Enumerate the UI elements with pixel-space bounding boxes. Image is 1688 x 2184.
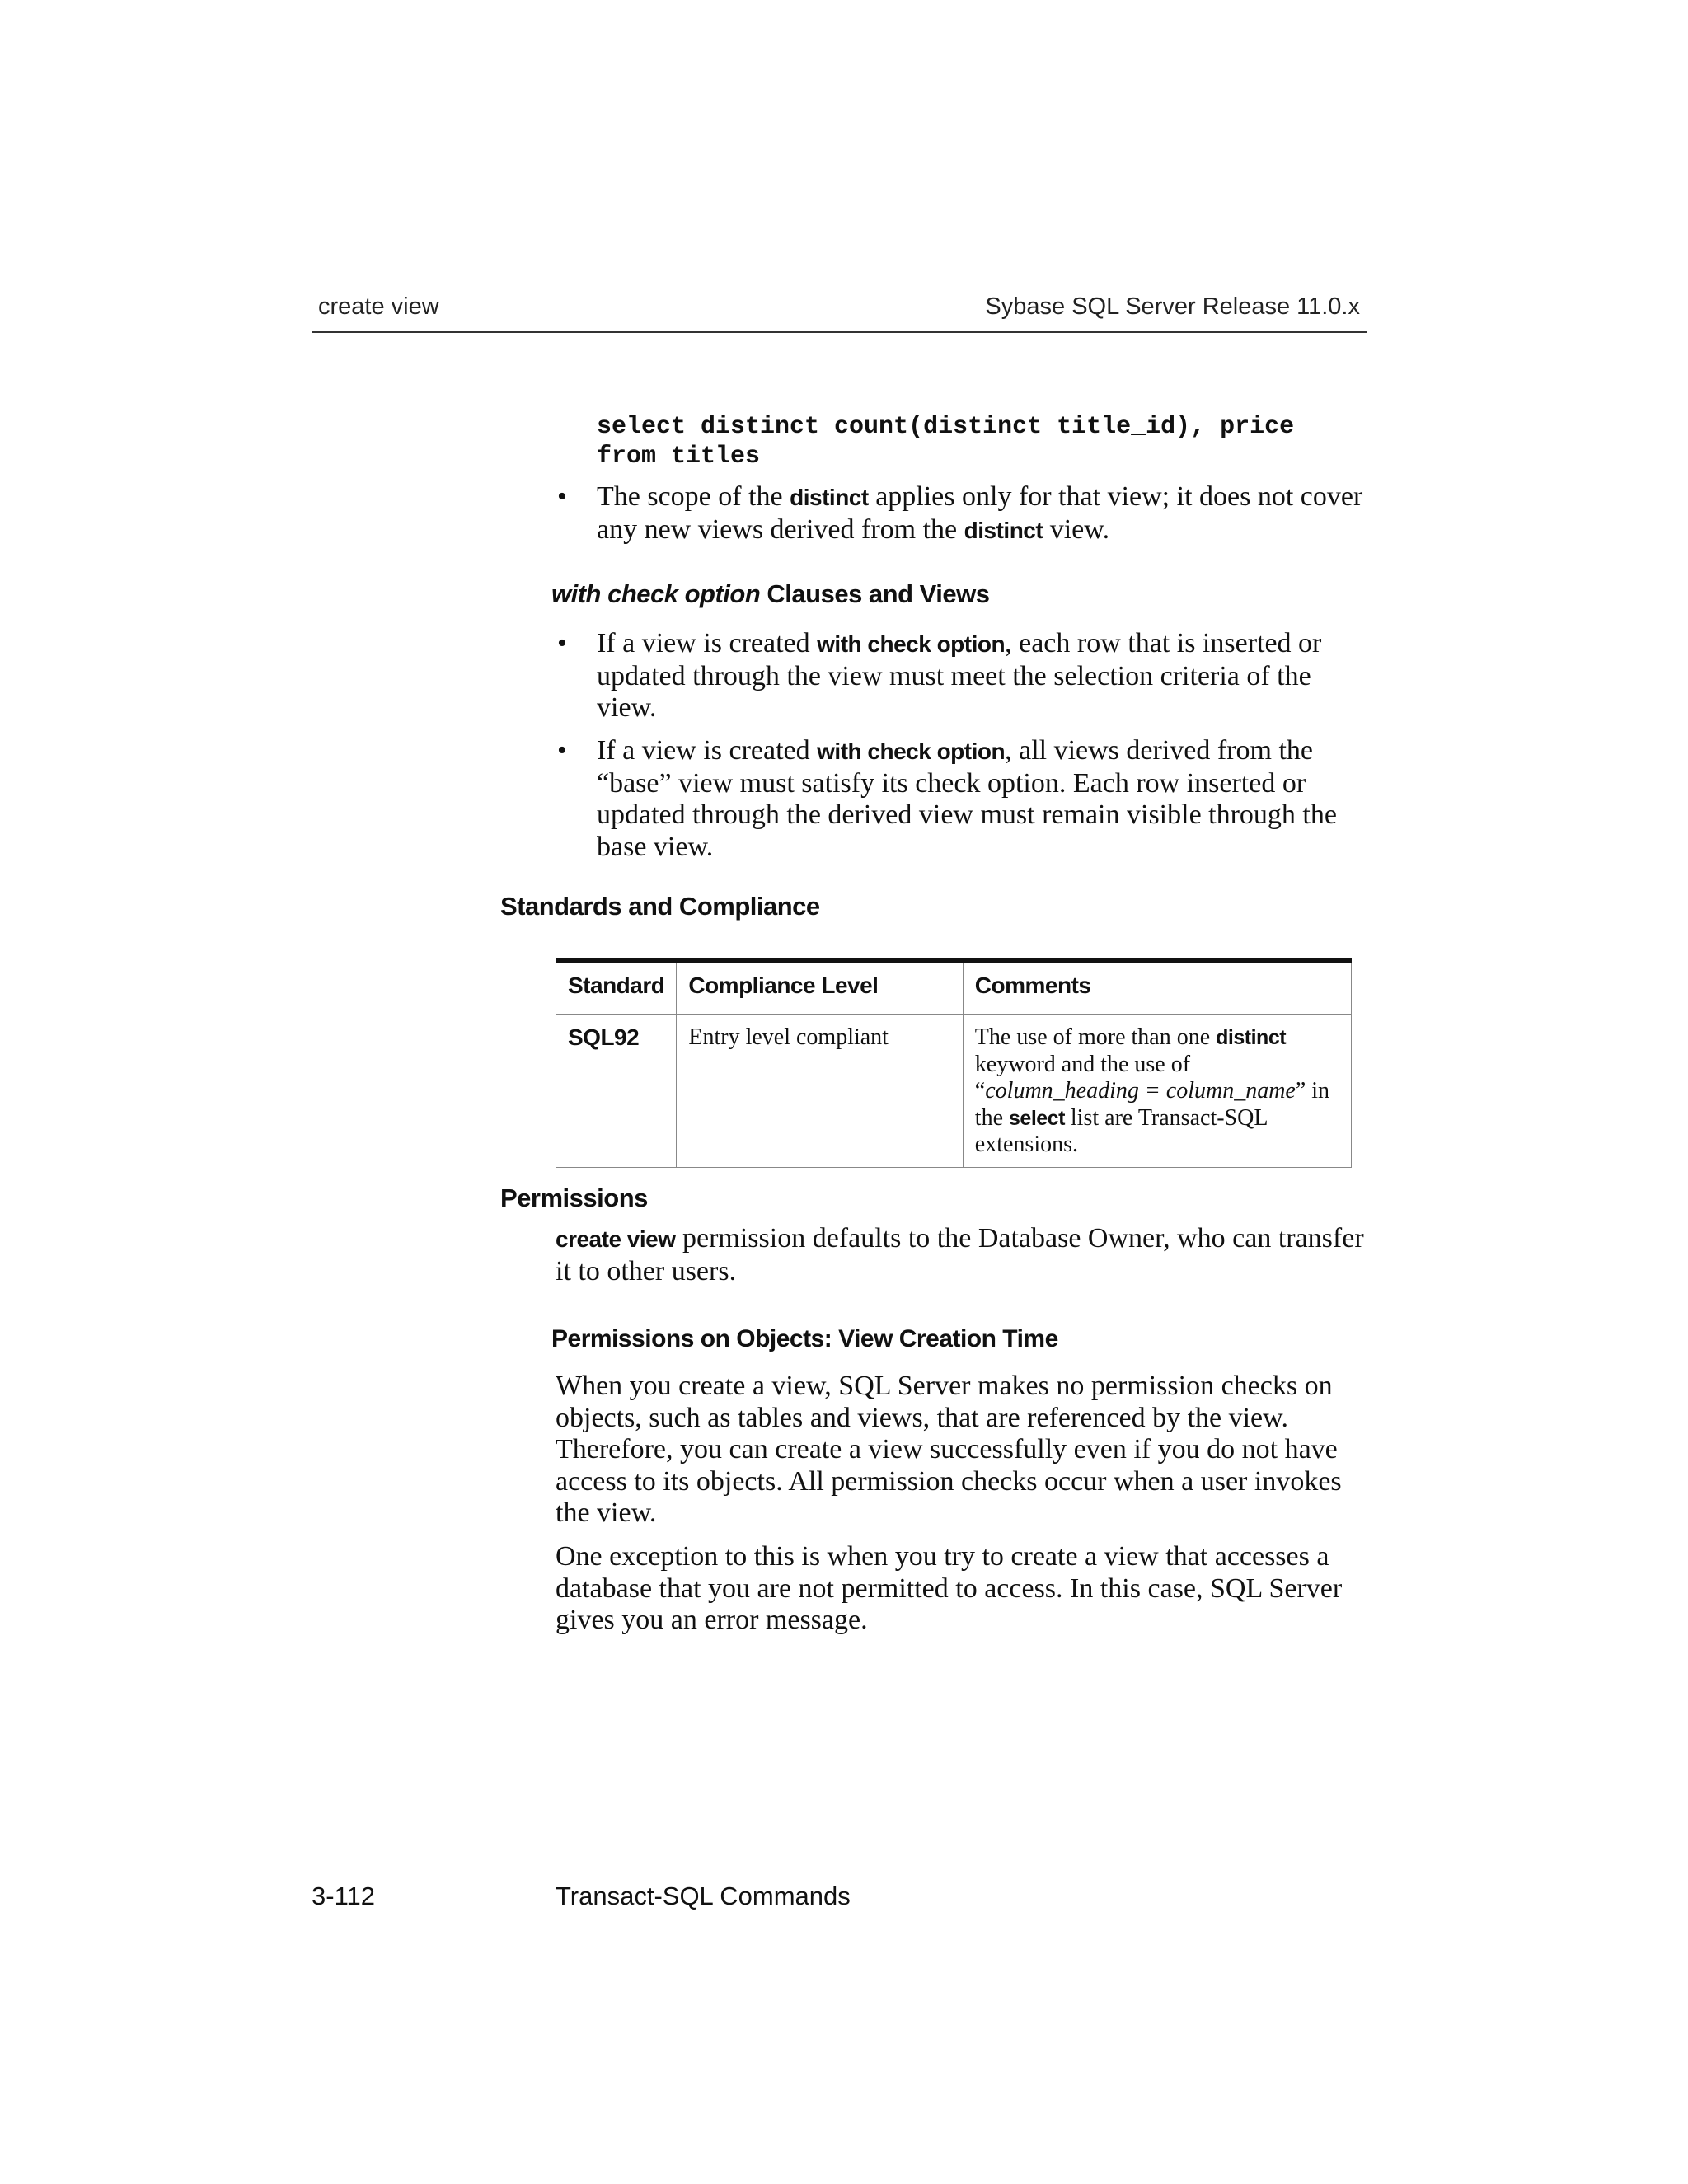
bullet-marker: • [557,481,567,512]
permissions-paragraph: create view permission defaults to the Database Owner, who can transfer it to other users. [556,1223,1364,1286]
permissions-paragraph-3: One exception to this is when you try to create a view that accesses a database that you are not permitted to access. In this case, SQL Server gives you an error message. [556,1541,1343,1635]
keyword-select: select [1009,1106,1065,1130]
keyword-distinct: distinct [964,517,1043,543]
table-header-row [556,961,1352,1015]
code-example [597,412,1294,471]
page-number: 3-112 [312,1882,375,1910]
bullet-distinct-scope [557,481,1373,546]
code-line-1: select distinct count(distinct title_id), price [597,413,1295,441]
column-header-standard: Standard [556,961,677,1015]
keyword-create-view: create view [556,1226,676,1252]
table-row [556,1015,1352,1168]
section-heading-check-option: with check option Clauses and Views [551,579,990,608]
page-header [312,287,1367,333]
bullet-text: If a view is created with check option, each row that is inserted or updated through the view must meet the selection criteria of the view. [597,628,1322,723]
keyword-distinct: distinct [1216,1026,1287,1049]
bullet-check-option-2 [557,735,1373,863]
permissions-paragraph-2: When you create a view, SQL Server makes no permission checks on objects, such as tables and views, that are referenced by the view. Therefore, you can create a view successfully even if you do not have access to its objects. All permission checks occur when a user invokes the view. [556,1371,1342,1528]
subheading-view-creation-time: Permissions on Objects: View Creation Time [551,1325,1058,1352]
keyword-with-check-option: with check option [817,631,1006,657]
cell-compliance-level: Entry level compliant [677,1015,963,1168]
keyword-distinct: distinct [790,485,869,510]
section-heading-permissions: Permissions [500,1183,648,1212]
header-book-title: Sybase SQL Server Release 11.0.x [985,293,1360,320]
cell-standard: SQL92 [556,1015,677,1168]
column-header-compliance-level: Compliance Level [677,961,963,1015]
compliance-table [556,958,1352,1168]
section-heading-standards: Standards and Compliance [500,892,820,921]
column-header-comments: Comments [963,961,1351,1015]
footer-book-section: Transact-SQL Commands [556,1882,851,1910]
header-section-title: create view [318,293,439,320]
keyword-with-check-option: with check option [817,738,1006,764]
bullet-text: If a view is created with check option, all views derived from the “base” view must satisfy its check option. Each row inserted or updated through the derived view must remain visible through the base view. [597,735,1337,862]
bullet-marker: • [557,628,567,658]
cell-comments: The use of more than one distinct keyword and the use of “column_heading = column_name” in the select list are Transact-SQL extensions. [963,1015,1351,1168]
bullet-check-option-1 [557,628,1373,724]
bullet-text: The scope of the distinct applies only for that view; it does not cover any new views derived from the distinct view. [597,481,1363,545]
code-line-2: from titles [597,443,761,471]
italic-column-heading: column_heading = column_name [985,1078,1296,1104]
bullet-marker: • [557,735,567,766]
